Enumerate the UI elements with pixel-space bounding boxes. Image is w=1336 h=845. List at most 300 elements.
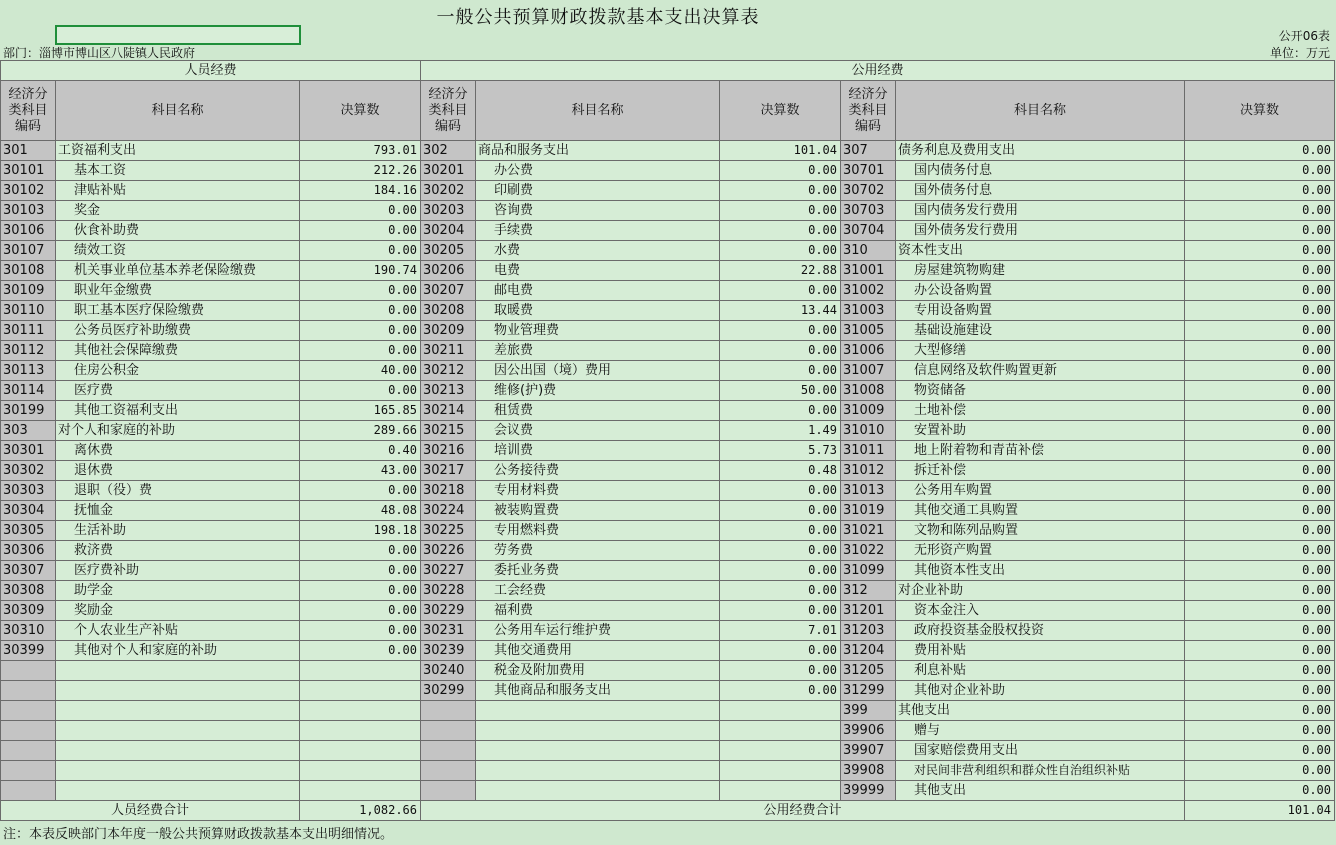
personnel-code-cell[interactable]: 30102 xyxy=(1,181,56,201)
personnel-amount-cell[interactable] xyxy=(300,741,421,761)
public2-name-cell[interactable]: 利息补贴 xyxy=(896,661,1185,681)
personnel-code-cell[interactable]: 30101 xyxy=(1,161,56,181)
personnel-name-cell[interactable]: 机关事业单位基本养老保险缴费 xyxy=(56,261,300,281)
public2-amount-cell[interactable]: 0.00 xyxy=(1185,661,1335,681)
personnel-code-cell[interactable]: 301 xyxy=(1,141,56,161)
public2-name-cell[interactable]: 公务用车购置 xyxy=(896,481,1185,501)
personnel-name-cell[interactable]: 住房公积金 xyxy=(56,361,300,381)
personnel-code-cell[interactable]: 30114 xyxy=(1,381,56,401)
public2-code-cell[interactable]: 31005 xyxy=(841,321,896,341)
public2-amount-cell[interactable]: 0.00 xyxy=(1185,421,1335,441)
personnel-code-cell[interactable] xyxy=(1,681,56,701)
public1-code-cell[interactable] xyxy=(421,701,476,721)
personnel-code-cell[interactable]: 30199 xyxy=(1,401,56,421)
public2-code-cell[interactable]: 310 xyxy=(841,241,896,261)
public1-amount-cell[interactable]: 0.00 xyxy=(720,681,841,701)
personnel-code-cell[interactable]: 30310 xyxy=(1,621,56,641)
personnel-name-cell[interactable]: 伙食补助费 xyxy=(56,221,300,241)
public2-amount-cell[interactable]: 0.00 xyxy=(1185,701,1335,721)
public1-code-cell[interactable]: 30204 xyxy=(421,221,476,241)
public2-amount-cell[interactable]: 0.00 xyxy=(1185,221,1335,241)
public1-code-cell[interactable]: 30214 xyxy=(421,401,476,421)
personnel-amount-cell[interactable]: 0.00 xyxy=(300,301,421,321)
public2-name-cell[interactable]: 其他对企业补助 xyxy=(896,681,1185,701)
public1-amount-cell[interactable]: 5.73 xyxy=(720,441,841,461)
public1-code-cell[interactable]: 30299 xyxy=(421,681,476,701)
public1-amount-cell[interactable]: 1.49 xyxy=(720,421,841,441)
public2-amount-cell[interactable]: 0.00 xyxy=(1185,721,1335,741)
public2-name-cell[interactable]: 对民间非营利组织和群众性自治组织补贴 xyxy=(896,761,1185,781)
public2-amount-cell[interactable]: 0.00 xyxy=(1185,401,1335,421)
personnel-code-cell[interactable]: 30305 xyxy=(1,521,56,541)
public1-code-cell[interactable]: 30211 xyxy=(421,341,476,361)
public1-name-cell[interactable]: 工会经费 xyxy=(476,581,720,601)
public1-code-cell[interactable]: 30227 xyxy=(421,561,476,581)
public1-name-cell[interactable]: 邮电费 xyxy=(476,281,720,301)
personnel-amount-cell[interactable] xyxy=(300,661,421,681)
public1-name-cell[interactable] xyxy=(476,761,720,781)
personnel-amount-cell[interactable]: 793.01 xyxy=(300,141,421,161)
personnel-amount-cell[interactable]: 0.00 xyxy=(300,281,421,301)
public2-code-cell[interactable]: 31204 xyxy=(841,641,896,661)
public2-code-cell[interactable]: 31010 xyxy=(841,421,896,441)
public1-code-cell[interactable] xyxy=(421,761,476,781)
public2-name-cell[interactable]: 赠与 xyxy=(896,721,1185,741)
personnel-code-cell[interactable]: 30399 xyxy=(1,641,56,661)
personnel-name-cell[interactable] xyxy=(56,661,300,681)
public2-amount-cell[interactable]: 0.00 xyxy=(1185,281,1335,301)
public2-code-cell[interactable]: 31003 xyxy=(841,301,896,321)
public2-name-cell[interactable]: 地上附着物和青苗补偿 xyxy=(896,441,1185,461)
public1-amount-cell[interactable]: 0.00 xyxy=(720,401,841,421)
public2-name-cell[interactable]: 信息网络及软件购置更新 xyxy=(896,361,1185,381)
personnel-amount-cell[interactable]: 289.66 xyxy=(300,421,421,441)
public1-name-cell[interactable]: 商品和服务支出 xyxy=(476,141,720,161)
personnel-amount-cell[interactable] xyxy=(300,701,421,721)
public2-code-cell[interactable]: 31013 xyxy=(841,481,896,501)
personnel-name-cell[interactable] xyxy=(56,781,300,801)
public1-name-cell[interactable]: 劳务费 xyxy=(476,541,720,561)
public2-code-cell[interactable]: 31011 xyxy=(841,441,896,461)
personnel-amount-cell[interactable] xyxy=(300,761,421,781)
personnel-code-cell[interactable]: 30112 xyxy=(1,341,56,361)
personnel-amount-cell[interactable]: 190.74 xyxy=(300,261,421,281)
personnel-name-cell[interactable] xyxy=(56,681,300,701)
personnel-name-cell[interactable]: 其他工资福利支出 xyxy=(56,401,300,421)
public2-code-cell[interactable]: 31203 xyxy=(841,621,896,641)
public2-name-cell[interactable]: 国外债务发行费用 xyxy=(896,221,1185,241)
personnel-amount-cell[interactable]: 0.00 xyxy=(300,201,421,221)
public1-code-cell[interactable]: 30205 xyxy=(421,241,476,261)
public2-name-cell[interactable]: 其他支出 xyxy=(896,701,1185,721)
public2-code-cell[interactable]: 31099 xyxy=(841,561,896,581)
selected-cell[interactable] xyxy=(55,25,301,45)
public1-name-cell[interactable]: 取暖费 xyxy=(476,301,720,321)
public1-amount-cell[interactable]: 0.00 xyxy=(720,181,841,201)
public2-code-cell[interactable]: 31201 xyxy=(841,601,896,621)
personnel-amount-cell[interactable]: 48.08 xyxy=(300,501,421,521)
personnel-code-cell[interactable] xyxy=(1,701,56,721)
public1-name-cell[interactable]: 水费 xyxy=(476,241,720,261)
public2-code-cell[interactable]: 31002 xyxy=(841,281,896,301)
personnel-code-cell[interactable]: 30107 xyxy=(1,241,56,261)
personnel-amount-cell[interactable]: 0.00 xyxy=(300,541,421,561)
public2-code-cell[interactable]: 31022 xyxy=(841,541,896,561)
public2-name-cell[interactable]: 对企业补助 xyxy=(896,581,1185,601)
public1-code-cell[interactable]: 30212 xyxy=(421,361,476,381)
personnel-name-cell[interactable]: 职业年金缴费 xyxy=(56,281,300,301)
public2-name-cell[interactable]: 办公设备购置 xyxy=(896,281,1185,301)
personnel-amount-cell[interactable]: 0.00 xyxy=(300,561,421,581)
public2-amount-cell[interactable]: 0.00 xyxy=(1185,561,1335,581)
public1-name-cell[interactable]: 其他商品和服务支出 xyxy=(476,681,720,701)
public2-amount-cell[interactable]: 0.00 xyxy=(1185,501,1335,521)
public1-name-cell[interactable] xyxy=(476,781,720,801)
public1-amount-cell[interactable]: 0.00 xyxy=(720,601,841,621)
public1-code-cell[interactable]: 30203 xyxy=(421,201,476,221)
public1-code-cell[interactable]: 30208 xyxy=(421,301,476,321)
personnel-name-cell[interactable] xyxy=(56,721,300,741)
personnel-amount-cell[interactable]: 0.00 xyxy=(300,481,421,501)
personnel-name-cell[interactable]: 退职（役）费 xyxy=(56,481,300,501)
public2-name-cell[interactable]: 安置补助 xyxy=(896,421,1185,441)
public2-name-cell[interactable]: 债务利息及费用支出 xyxy=(896,141,1185,161)
table-row xyxy=(1,181,1335,201)
public1-amount-cell[interactable] xyxy=(720,701,841,721)
personnel-name-cell[interactable]: 其他对个人和家庭的补助 xyxy=(56,641,300,661)
public1-name-cell[interactable]: 公务接待费 xyxy=(476,461,720,481)
public1-code-cell[interactable]: 30225 xyxy=(421,521,476,541)
public1-name-cell[interactable]: 租赁费 xyxy=(476,401,720,421)
personnel-code-cell[interactable]: 30308 xyxy=(1,581,56,601)
public1-amount-cell[interactable]: 0.00 xyxy=(720,661,841,681)
public1-code-cell[interactable]: 30228 xyxy=(421,581,476,601)
personnel-code-cell[interactable]: 30304 xyxy=(1,501,56,521)
public1-name-cell[interactable]: 其他交通费用 xyxy=(476,641,720,661)
personnel-amount-cell[interactable]: 0.40 xyxy=(300,441,421,461)
personnel-name-cell[interactable]: 公务员医疗补助缴费 xyxy=(56,321,300,341)
personnel-amount-cell[interactable]: 198.18 xyxy=(300,521,421,541)
public1-amount-cell[interactable]: 0.48 xyxy=(720,461,841,481)
personnel-code-cell[interactable] xyxy=(1,721,56,741)
personnel-name-cell[interactable]: 奖金 xyxy=(56,201,300,221)
personnel-code-cell[interactable]: 30306 xyxy=(1,541,56,561)
public1-name-cell[interactable]: 专用燃料费 xyxy=(476,521,720,541)
public1-code-cell[interactable]: 30218 xyxy=(421,481,476,501)
personnel-code-cell[interactable] xyxy=(1,661,56,681)
public2-code-cell[interactable]: 312 xyxy=(841,581,896,601)
personnel-amount-cell[interactable]: 0.00 xyxy=(300,641,421,661)
public1-name-cell[interactable]: 委托业务费 xyxy=(476,561,720,581)
personnel-code-cell[interactable]: 30301 xyxy=(1,441,56,461)
personnel-code-cell[interactable]: 30303 xyxy=(1,481,56,501)
public2-amount-cell[interactable]: 0.00 xyxy=(1185,181,1335,201)
public1-amount-cell[interactable]: 0.00 xyxy=(720,321,841,341)
public2-amount-cell[interactable]: 0.00 xyxy=(1185,161,1335,181)
public1-code-cell[interactable]: 30240 xyxy=(421,661,476,681)
public1-name-cell[interactable]: 手续费 xyxy=(476,221,720,241)
public2-amount-cell[interactable]: 0.00 xyxy=(1185,681,1335,701)
personnel-name-cell[interactable]: 医疗费补助 xyxy=(56,561,300,581)
personnel-amount-cell[interactable]: 184.16 xyxy=(300,181,421,201)
public1-name-cell[interactable]: 福利费 xyxy=(476,601,720,621)
personnel-name-cell[interactable]: 工资福利支出 xyxy=(56,141,300,161)
public1-code-cell[interactable]: 30209 xyxy=(421,321,476,341)
public2-amount-cell[interactable]: 0.00 xyxy=(1185,341,1335,361)
personnel-code-cell[interactable]: 30108 xyxy=(1,261,56,281)
public1-amount-cell[interactable]: 0.00 xyxy=(720,281,841,301)
public2-code-cell[interactable]: 31021 xyxy=(841,521,896,541)
public2-name-cell[interactable]: 拆迁补偿 xyxy=(896,461,1185,481)
personnel-name-cell[interactable]: 离休费 xyxy=(56,441,300,461)
public1-amount-cell[interactable]: 0.00 xyxy=(720,241,841,261)
public2-amount-cell[interactable]: 0.00 xyxy=(1185,441,1335,461)
public2-code-cell[interactable]: 31008 xyxy=(841,381,896,401)
public1-amount-cell[interactable]: 101.04 xyxy=(720,141,841,161)
personnel-name-cell[interactable] xyxy=(56,741,300,761)
personnel-code-cell[interactable] xyxy=(1,781,56,801)
public1-name-cell[interactable] xyxy=(476,701,720,721)
personnel-code-cell[interactable]: 303 xyxy=(1,421,56,441)
personnel-name-cell[interactable] xyxy=(56,761,300,781)
public2-name-cell[interactable]: 国外债务付息 xyxy=(896,181,1185,201)
public1-name-cell[interactable]: 公务用车运行维护费 xyxy=(476,621,720,641)
personnel-amount-cell[interactable]: 165.85 xyxy=(300,401,421,421)
public1-name-cell[interactable] xyxy=(476,721,720,741)
public2-amount-cell[interactable]: 0.00 xyxy=(1185,781,1335,801)
public1-name-cell[interactable]: 会议费 xyxy=(476,421,720,441)
public2-name-cell[interactable]: 资本金注入 xyxy=(896,601,1185,621)
personnel-name-cell[interactable]: 生活补助 xyxy=(56,521,300,541)
personnel-name-cell[interactable]: 绩效工资 xyxy=(56,241,300,261)
personnel-name-cell[interactable]: 津贴补贴 xyxy=(56,181,300,201)
personnel-name-cell[interactable]: 退休费 xyxy=(56,461,300,481)
public2-amount-cell[interactable]: 0.00 xyxy=(1185,301,1335,321)
public1-amount-cell[interactable] xyxy=(720,781,841,801)
public2-amount-cell[interactable]: 0.00 xyxy=(1185,321,1335,341)
public1-amount-cell[interactable]: 0.00 xyxy=(720,501,841,521)
personnel-name-cell[interactable]: 对个人和家庭的补助 xyxy=(56,421,300,441)
personnel-name-cell[interactable]: 其他社会保障缴费 xyxy=(56,341,300,361)
public2-name-cell[interactable]: 政府投资基金股权投资 xyxy=(896,621,1185,641)
public2-amount-cell[interactable]: 0.00 xyxy=(1185,481,1335,501)
table-row xyxy=(1,201,1335,221)
public2-name-cell[interactable]: 资本性支出 xyxy=(896,241,1185,261)
personnel-amount-cell[interactable]: 40.00 xyxy=(300,361,421,381)
personnel-code-cell[interactable]: 30109 xyxy=(1,281,56,301)
public2-code-cell[interactable]: 39999 xyxy=(841,781,896,801)
public1-amount-cell[interactable]: 0.00 xyxy=(720,481,841,501)
public1-amount-cell[interactable]: 0.00 xyxy=(720,641,841,661)
personnel-code-cell[interactable]: 30103 xyxy=(1,201,56,221)
public1-name-cell[interactable]: 培训费 xyxy=(476,441,720,461)
personnel-code-cell[interactable]: 30110 xyxy=(1,301,56,321)
public1-amount-cell[interactable]: 0.00 xyxy=(720,581,841,601)
public1-amount-cell[interactable] xyxy=(720,741,841,761)
public1-name-cell[interactable]: 印刷费 xyxy=(476,181,720,201)
public1-code-cell[interactable]: 30202 xyxy=(421,181,476,201)
public2-name-cell[interactable]: 专用设备购置 xyxy=(896,301,1185,321)
public1-amount-cell[interactable]: 0.00 xyxy=(720,521,841,541)
public2-code-cell[interactable]: 31205 xyxy=(841,661,896,681)
public2-name-cell[interactable]: 国内债务付息 xyxy=(896,161,1185,181)
personnel-name-cell[interactable]: 奖励金 xyxy=(56,601,300,621)
personnel-amount-cell[interactable]: 0.00 xyxy=(300,381,421,401)
public2-code-cell[interactable]: 30703 xyxy=(841,201,896,221)
personnel-amount-cell[interactable]: 0.00 xyxy=(300,621,421,641)
public2-code-cell[interactable]: 307 xyxy=(841,141,896,161)
public1-amount-cell[interactable]: 13.44 xyxy=(720,301,841,321)
public1-amount-cell[interactable]: 22.88 xyxy=(720,261,841,281)
public2-amount-cell[interactable]: 0.00 xyxy=(1185,541,1335,561)
public2-name-cell[interactable]: 房屋建筑物购建 xyxy=(896,261,1185,281)
public1-code-cell[interactable]: 30224 xyxy=(421,501,476,521)
public2-code-cell[interactable]: 30701 xyxy=(841,161,896,181)
public1-amount-cell[interactable]: 0.00 xyxy=(720,161,841,181)
public1-amount-cell[interactable]: 0.00 xyxy=(720,361,841,381)
public2-amount-cell[interactable]: 0.00 xyxy=(1185,381,1335,401)
personnel-amount-cell[interactable] xyxy=(300,681,421,701)
public1-amount-cell[interactable]: 0.00 xyxy=(720,541,841,561)
public2-code-cell[interactable]: 31001 xyxy=(841,261,896,281)
public2-name-cell[interactable]: 基础设施建设 xyxy=(896,321,1185,341)
public2-name-cell[interactable]: 其他资本性支出 xyxy=(896,561,1185,581)
public2-code-cell[interactable]: 39908 xyxy=(841,761,896,781)
public1-amount-cell[interactable]: 0.00 xyxy=(720,221,841,241)
public1-name-cell[interactable]: 被装购置费 xyxy=(476,501,720,521)
public1-code-cell[interactable]: 30217 xyxy=(421,461,476,481)
public1-code-cell[interactable]: 30231 xyxy=(421,621,476,641)
public1-amount-cell[interactable]: 0.00 xyxy=(720,341,841,361)
public1-name-cell[interactable]: 因公出国（境）费用 xyxy=(476,361,720,381)
public1-code-cell[interactable]: 30215 xyxy=(421,421,476,441)
personnel-name-cell[interactable]: 抚恤金 xyxy=(56,501,300,521)
personnel-amount-cell[interactable]: 0.00 xyxy=(300,601,421,621)
personnel-name-cell[interactable]: 助学金 xyxy=(56,581,300,601)
personnel-name-cell[interactable]: 个人农业生产补贴 xyxy=(56,621,300,641)
public2-code-cell[interactable]: 31019 xyxy=(841,501,896,521)
public2-name-cell[interactable]: 大型修缮 xyxy=(896,341,1185,361)
public2-code-cell[interactable]: 30704 xyxy=(841,221,896,241)
public1-amount-cell[interactable]: 0.00 xyxy=(720,561,841,581)
public1-name-cell[interactable] xyxy=(476,741,720,761)
personnel-code-cell[interactable]: 30307 xyxy=(1,561,56,581)
personnel-name-cell[interactable] xyxy=(56,701,300,721)
public2-code-cell[interactable]: 31006 xyxy=(841,341,896,361)
public1-amount-cell[interactable] xyxy=(720,761,841,781)
personnel-amount-cell[interactable] xyxy=(300,781,421,801)
public2-name-cell[interactable]: 其他支出 xyxy=(896,781,1185,801)
personnel-code-cell[interactable]: 30111 xyxy=(1,321,56,341)
public1-amount-cell[interactable]: 50.00 xyxy=(720,381,841,401)
public1-amount-cell[interactable] xyxy=(720,721,841,741)
public2-amount-cell[interactable]: 0.00 xyxy=(1185,461,1335,481)
public2-amount-cell[interactable]: 0.00 xyxy=(1185,641,1335,661)
public1-name-cell[interactable]: 办公费 xyxy=(476,161,720,181)
public2-name-cell[interactable]: 文物和陈列品购置 xyxy=(896,521,1185,541)
public1-code-cell[interactable]: 30213 xyxy=(421,381,476,401)
public1-code-cell[interactable] xyxy=(421,781,476,801)
public2-name-cell[interactable]: 土地补偿 xyxy=(896,401,1185,421)
public2-name-cell[interactable]: 无形资产购置 xyxy=(896,541,1185,561)
public2-name-cell[interactable]: 国家赔偿费用支出 xyxy=(896,741,1185,761)
public1-code-cell[interactable] xyxy=(421,721,476,741)
public1-code-cell[interactable]: 30207 xyxy=(421,281,476,301)
personnel-code-cell[interactable]: 30309 xyxy=(1,601,56,621)
personnel-name-cell[interactable]: 医疗费 xyxy=(56,381,300,401)
public2-code-cell[interactable]: 31009 xyxy=(841,401,896,421)
public1-name-cell[interactable]: 差旅费 xyxy=(476,341,720,361)
public1-code-cell[interactable]: 30229 xyxy=(421,601,476,621)
public2-code-cell[interactable]: 31012 xyxy=(841,461,896,481)
personnel-code-cell[interactable] xyxy=(1,761,56,781)
public2-name-cell[interactable]: 费用补贴 xyxy=(896,641,1185,661)
public2-code-cell[interactable]: 39906 xyxy=(841,721,896,741)
public1-name-cell[interactable]: 专用材料费 xyxy=(476,481,720,501)
public1-name-cell[interactable]: 税金及附加费用 xyxy=(476,661,720,681)
public1-name-cell[interactable]: 维修(护)费 xyxy=(476,381,720,401)
personnel-code-cell[interactable]: 30113 xyxy=(1,361,56,381)
public2-code-cell[interactable]: 39907 xyxy=(841,741,896,761)
public2-name-cell[interactable]: 其他交通工具购置 xyxy=(896,501,1185,521)
personnel-amount-cell[interactable]: 0.00 xyxy=(300,221,421,241)
public2-amount-cell[interactable]: 0.00 xyxy=(1185,581,1335,601)
public2-code-cell[interactable]: 30702 xyxy=(841,181,896,201)
personnel-name-cell[interactable]: 基本工资 xyxy=(56,161,300,181)
public1-code-cell[interactable]: 30216 xyxy=(421,441,476,461)
public1-code-cell[interactable]: 302 xyxy=(421,141,476,161)
public1-code-cell[interactable]: 30206 xyxy=(421,261,476,281)
public2-amount-cell[interactable]: 0.00 xyxy=(1185,201,1335,221)
public1-name-cell[interactable]: 物业管理费 xyxy=(476,321,720,341)
personnel-code-cell[interactable]: 30106 xyxy=(1,221,56,241)
public1-amount-cell[interactable]: 0.00 xyxy=(720,201,841,221)
public2-amount-cell[interactable]: 0.00 xyxy=(1185,741,1335,761)
public1-code-cell[interactable]: 30239 xyxy=(421,641,476,661)
personnel-amount-cell[interactable]: 0.00 xyxy=(300,241,421,261)
public2-name-cell[interactable]: 物资储备 xyxy=(896,381,1185,401)
public2-amount-cell[interactable]: 0.00 xyxy=(1185,761,1335,781)
public2-code-cell[interactable]: 31299 xyxy=(841,681,896,701)
public2-amount-cell[interactable]: 0.00 xyxy=(1185,621,1335,641)
public2-code-cell[interactable]: 399 xyxy=(841,701,896,721)
public2-amount-cell[interactable]: 0.00 xyxy=(1185,261,1335,281)
public2-amount-cell[interactable]: 0.00 xyxy=(1185,361,1335,381)
personnel-name-cell[interactable]: 职工基本医疗保险缴费 xyxy=(56,301,300,321)
personnel-amount-cell[interactable]: 0.00 xyxy=(300,341,421,361)
personnel-code-cell[interactable] xyxy=(1,741,56,761)
personnel-amount-cell[interactable] xyxy=(300,721,421,741)
public2-amount-cell[interactable]: 0.00 xyxy=(1185,241,1335,261)
personnel-code-cell[interactable]: 30302 xyxy=(1,461,56,481)
public2-name-cell[interactable]: 国内债务发行费用 xyxy=(896,201,1185,221)
personnel-amount-cell[interactable]: 43.00 xyxy=(300,461,421,481)
public1-code-cell[interactable] xyxy=(421,741,476,761)
personnel-amount-cell[interactable]: 0.00 xyxy=(300,321,421,341)
public1-code-cell[interactable]: 30226 xyxy=(421,541,476,561)
public1-code-cell[interactable]: 30201 xyxy=(421,161,476,181)
public2-amount-cell[interactable]: 0.00 xyxy=(1185,601,1335,621)
public1-amount-cell[interactable]: 7.01 xyxy=(720,621,841,641)
public2-amount-cell[interactable]: 0.00 xyxy=(1185,141,1335,161)
personnel-amount-cell[interactable]: 212.26 xyxy=(300,161,421,181)
personnel-amount-cell[interactable]: 0.00 xyxy=(300,581,421,601)
public1-name-cell[interactable]: 电费 xyxy=(476,261,720,281)
public2-code-cell[interactable]: 31007 xyxy=(841,361,896,381)
public1-name-cell[interactable]: 咨询费 xyxy=(476,201,720,221)
personnel-name-cell[interactable]: 救济费 xyxy=(56,541,300,561)
public2-amount-cell[interactable]: 0.00 xyxy=(1185,521,1335,541)
